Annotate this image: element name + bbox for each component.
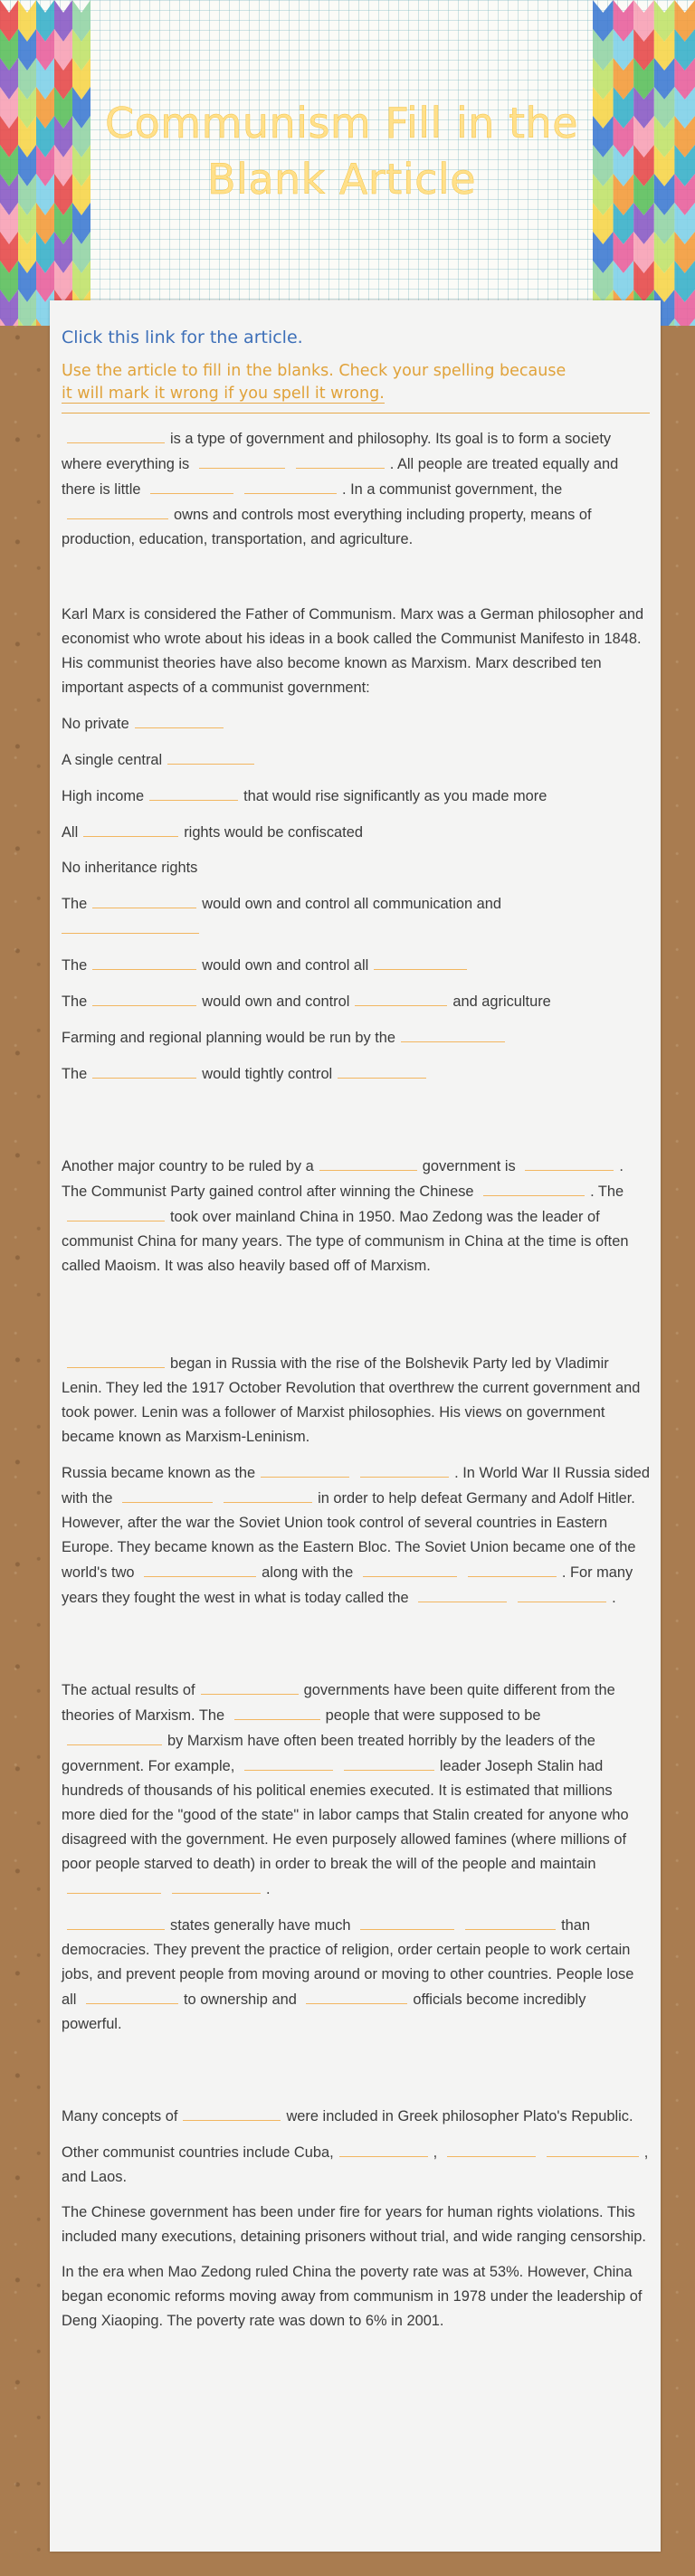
blank-input[interactable]: [67, 1877, 161, 1894]
blank-input[interactable]: [339, 2140, 428, 2157]
instructions: [62, 360, 650, 413]
blank-input[interactable]: [122, 1486, 213, 1503]
aspect-item: No private: [62, 711, 650, 737]
right-chevron-pattern: [593, 0, 695, 326]
blank-input[interactable]: [374, 953, 467, 970]
aspect-item: A single central: [62, 747, 650, 773]
blank-input[interactable]: [244, 1754, 333, 1771]
paragraph-soviet-union: Russia became known as the . In World War II Russia sided with the in order to help defeat Germany and Adolf Hitler. However, after the war the Soviet Union took control of several countries in Eastern Europe. They became known as the Eastern Bloc. The Soviet Union became one of the world's two along with the . For many years they fought the west in what is today called the .: [62, 1460, 650, 1611]
blank-input[interactable]: [261, 1460, 349, 1478]
aspect-item: Farming and regional planning would be run by the: [62, 1025, 650, 1050]
blank-input[interactable]: [67, 502, 168, 519]
blank-input[interactable]: [83, 820, 178, 837]
blank-input[interactable]: [447, 2140, 536, 2157]
blank-input[interactable]: [525, 1154, 614, 1171]
blank-input[interactable]: [360, 1460, 449, 1478]
blank-input[interactable]: [92, 989, 196, 1006]
paragraph-results: The actual results of governments have been quite different from the theories of Marxism. The people that were supposed to be by Marxism have often been treated horribly by the leaders of the government. For example, leader Joseph Stalin had hundreds of thousands of his political enemies executed. It is estimated that millions more died for the "good of the state" in labor camps that Stalin created for anyone who disagreed with the government. He even purposely allowed famines (where millions of poor people starved to death) in order to break the will of the people and maintain .: [62, 1678, 650, 1902]
blank-input[interactable]: [418, 1585, 507, 1602]
blank-input[interactable]: [483, 1179, 585, 1196]
title-line-1: Communism Fill in the: [105, 99, 578, 147]
blank-input[interactable]: [465, 1913, 556, 1930]
blank-input[interactable]: [338, 1061, 426, 1079]
blank-input[interactable]: [201, 1678, 299, 1695]
aspect-item: No inheritance rights: [62, 860, 198, 876]
blank-input[interactable]: [92, 953, 196, 970]
blank-input[interactable]: [135, 711, 224, 728]
blank-input[interactable]: [144, 1560, 256, 1577]
blank-input[interactable]: [319, 1154, 417, 1171]
blank-input[interactable]: [344, 1754, 434, 1771]
aspect-item: The would tightly control: [62, 1061, 650, 1087]
instructions-line-2-text: it will mark it wrong if you spell it wrong.: [62, 385, 385, 403]
blank-input[interactable]: [234, 1703, 320, 1720]
blank-input[interactable]: [518, 1585, 606, 1602]
instructions-line-1: Use the article to fill in the blanks. Check your spelling because: [62, 362, 566, 380]
paragraph-definition: is a type of government and philosophy. Its goal is to form a society where everything is . All people are treated equally and there is little . In a communist government, the owns and controls most everything including property, means of production, education, transportation, and agriculture.: [62, 426, 650, 552]
left-chevron-pattern: [0, 0, 90, 326]
blank-input[interactable]: [67, 1728, 162, 1745]
blank-input[interactable]: [172, 1877, 261, 1894]
blank-input[interactable]: [224, 1486, 312, 1503]
blank-input[interactable]: [67, 426, 165, 443]
blank-input[interactable]: [363, 1560, 457, 1577]
aspect-item: All rights would be confiscated: [62, 820, 650, 845]
blank-input[interactable]: [360, 1913, 454, 1930]
paragraph-states: states generally have much than democracies. They prevent the practice of religion, order certain people to work certain jobs, and prevent people from moving around or moving to other countries. People lose all to ownership and officials become incredibly powerful.: [62, 1913, 650, 2037]
article-link[interactable]: Click this link for the article.: [62, 328, 303, 347]
worksheet-paper: [50, 300, 661, 2552]
blank-input[interactable]: [306, 1987, 407, 2004]
blank-input[interactable]: [92, 1061, 196, 1079]
blank-input[interactable]: [67, 1351, 165, 1368]
paragraph-russia: began in Russia with the rise of the Bolshevik Party led by Vladimir Lenin. They led the 1917 October Revolution that overthrew the current government and took power. Lenin was a follower of Marxist philosophies. His views on government became known as Marxism-Leninism.: [62, 1351, 650, 1450]
paragraph-poverty: In the era when Mao Zedong ruled China the poverty rate was at 53%. However, China began economic reforms moving away from communism in 1978 under the leadership of Deng Xiaoping. The poverty rate was down to 6% in 2001.: [62, 2264, 643, 2329]
paragraph-other-countries: Other communist countries include Cuba, , , and Laos.: [62, 2140, 650, 2190]
blank-input[interactable]: [150, 477, 233, 494]
paragraph-karl-marx: Karl Marx is considered the Father of Communism. Marx was a German philosopher and economist who wrote about his ideas in a book called the Communist Manifesto in 1848. His communist theories have also become known as Marxism. Marx described ten important aspects of a communist government:: [62, 606, 644, 696]
blank-input[interactable]: [62, 917, 199, 934]
instructions-line-2: [62, 383, 650, 405]
blank-input[interactable]: [296, 452, 385, 469]
page-title: [90, 95, 593, 207]
paragraph-plato: Many concepts of were included in Greek philosopher Plato's Republic.: [62, 2104, 650, 2129]
paragraph-china: Another major country to be ruled by a government is . The Communist Party gained control after winning the Chinese . The took over mainland China in 1950. Mao Zedong was the leader of communist China for many years. The type of communism in China at the time is often called Maoism. It was also heavily based off of Marxism.: [62, 1154, 650, 1278]
blank-input[interactable]: [67, 1913, 165, 1930]
blank-input[interactable]: [167, 747, 254, 765]
blank-input[interactable]: [401, 1025, 505, 1042]
blank-input[interactable]: [183, 2104, 281, 2121]
blank-input[interactable]: [92, 891, 196, 908]
blank-input[interactable]: [149, 784, 238, 801]
title-line-2: Blank Article: [206, 155, 476, 204]
blank-input[interactable]: [199, 452, 285, 469]
aspect-item: High income that would rise significantly as you made more: [62, 784, 650, 809]
header-banner: [0, 0, 695, 326]
blank-input[interactable]: [547, 2140, 639, 2157]
aspect-item: The would own and control and agriculture: [62, 989, 650, 1014]
blank-input[interactable]: [86, 1987, 178, 2004]
blank-input[interactable]: [468, 1560, 557, 1577]
aspect-item: The would own and control all: [62, 953, 650, 978]
paragraph-human-rights: The Chinese government has been under fire for years for human rights violations. This included many executions, detaining prisoners without trial, and wide ranging censorship.: [62, 2204, 646, 2245]
blank-input[interactable]: [244, 477, 337, 494]
blank-input[interactable]: [355, 989, 447, 1006]
blank-input[interactable]: [67, 1204, 165, 1221]
aspect-item: The would own and control all communication and: [62, 891, 650, 942]
